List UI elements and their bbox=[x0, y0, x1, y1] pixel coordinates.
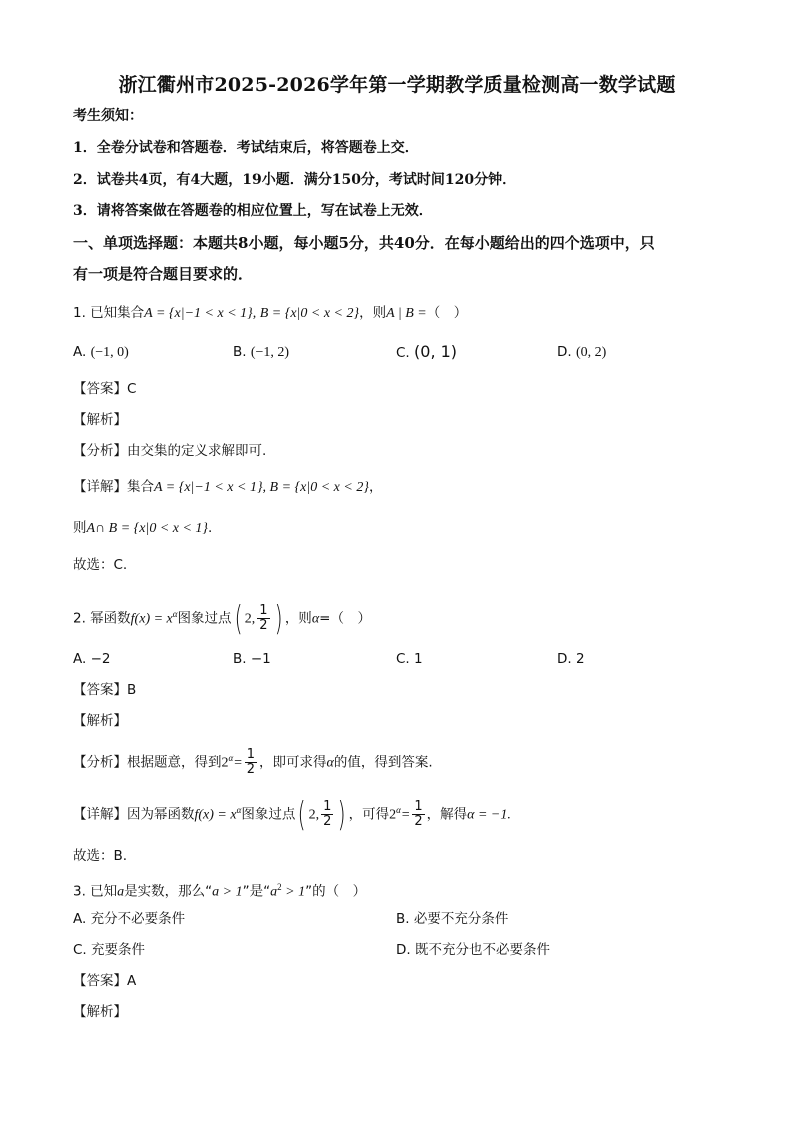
q1-ask-expr: A | B = bbox=[386, 306, 427, 321]
q1-set-b: , B = {x|0 < x < 2} bbox=[252, 306, 360, 321]
q1-prefix: 1. 已知集合 bbox=[73, 305, 145, 321]
q2-option-d: D. 2 bbox=[557, 651, 585, 667]
q2-option-a: A. −2 bbox=[73, 651, 111, 667]
paren-left: ( bbox=[234, 598, 243, 639]
q3-option-d: D. 既不充分也不必要条件 bbox=[396, 942, 550, 958]
notice-item-2: 2．试卷共4页，有4大题，19小题．满分150分，考试时间120分钟． bbox=[73, 172, 517, 188]
q1-analysis-heading: 【解析】 bbox=[73, 412, 127, 428]
notice-heading: 考生须知： bbox=[73, 108, 143, 124]
q2-analysis-heading: 【解析】 bbox=[73, 713, 127, 729]
q1-conclusion: 故选：C. bbox=[73, 557, 128, 573]
q3-option-a: A. 充分不必要条件 bbox=[73, 911, 186, 927]
q2-fenxi: 【分析】根据题意，得到$2^\alpha=$ $\frac{1}{2}$ ，即可求得α的值，得到答案. bbox=[73, 747, 433, 777]
q1-option-d: D. (0, 2) bbox=[557, 344, 607, 360]
question-1 bbox=[73, 303, 467, 324]
q3-option-c: C. 充要条件 bbox=[73, 942, 146, 958]
q1-ask-b: （ ） bbox=[426, 305, 468, 321]
section-heading-line2: 有一项是符合题目要求的． bbox=[73, 265, 254, 283]
q1-set-a: A = {x|−1 < x < 1} bbox=[144, 306, 253, 321]
q1-then: 则A∩ B = {x|0 < x < 1}. bbox=[73, 520, 213, 536]
paren-right: ) bbox=[274, 598, 283, 639]
page-title: 浙江衢州市2025-2026学年第一学期教学质量检测高一数学试题 bbox=[118, 74, 676, 96]
q2-answer: 【答案】B bbox=[73, 682, 137, 698]
q2-conclusion: 故选：B. bbox=[73, 848, 128, 864]
question-2: 2. 幂函数$f(x) = x^\alpha$图象过点( 2, $\frac{1}{2}$ ) ，则α=（ ） bbox=[73, 598, 371, 639]
q1-option-b: B. (−1, 2) bbox=[233, 344, 290, 360]
q3-answer: 【答案】A bbox=[73, 973, 137, 989]
question-3: 3. 已知a是实数，那么“a > 1”是“$a^2 > 1$”的（ ） bbox=[73, 882, 367, 900]
q3-analysis-heading: 【解析】 bbox=[73, 1004, 127, 1020]
q2-xiangjie: 【详解】因为幂函数$f(x) = x^\alpha$图象过点( 2, $\frac{1}{2}$ ) ，可得$2^\alpha=$ $\frac{1}{2}$ ，解得α = −1. bbox=[73, 794, 511, 835]
q2-option-b: B. −1 bbox=[233, 651, 271, 667]
q1-ask-a: ，则 bbox=[359, 305, 387, 321]
q1-answer: 【答案】C bbox=[73, 381, 137, 397]
section-heading-line1: 一、单项选择题：本题共8小题，每小题5分，共40分．在每小题给出的四个选项中，只 bbox=[73, 234, 655, 252]
q1-fenxi: 【分析】由交集的定义求解即可. bbox=[73, 443, 267, 459]
q1-xiangjie: 【详解】集合A = {x|−1 < x < 1}, B = {x|0 < x < 2}， bbox=[73, 479, 383, 495]
q2-option-c: C. 1 bbox=[396, 651, 423, 667]
q1-option-a: A. (−1, 0) bbox=[73, 344, 129, 360]
q1-option-c: C. (0, 1) bbox=[396, 342, 458, 361]
q3-option-b: B. 必要不充分条件 bbox=[396, 911, 509, 927]
notice-item-3: 3．请将答案做在答题卷的相应位置上，写在试卷上无效． bbox=[73, 203, 433, 219]
notice-item-1: 1．全卷分试卷和答题卷．考试结束后，将答题卷上交． bbox=[73, 140, 419, 156]
